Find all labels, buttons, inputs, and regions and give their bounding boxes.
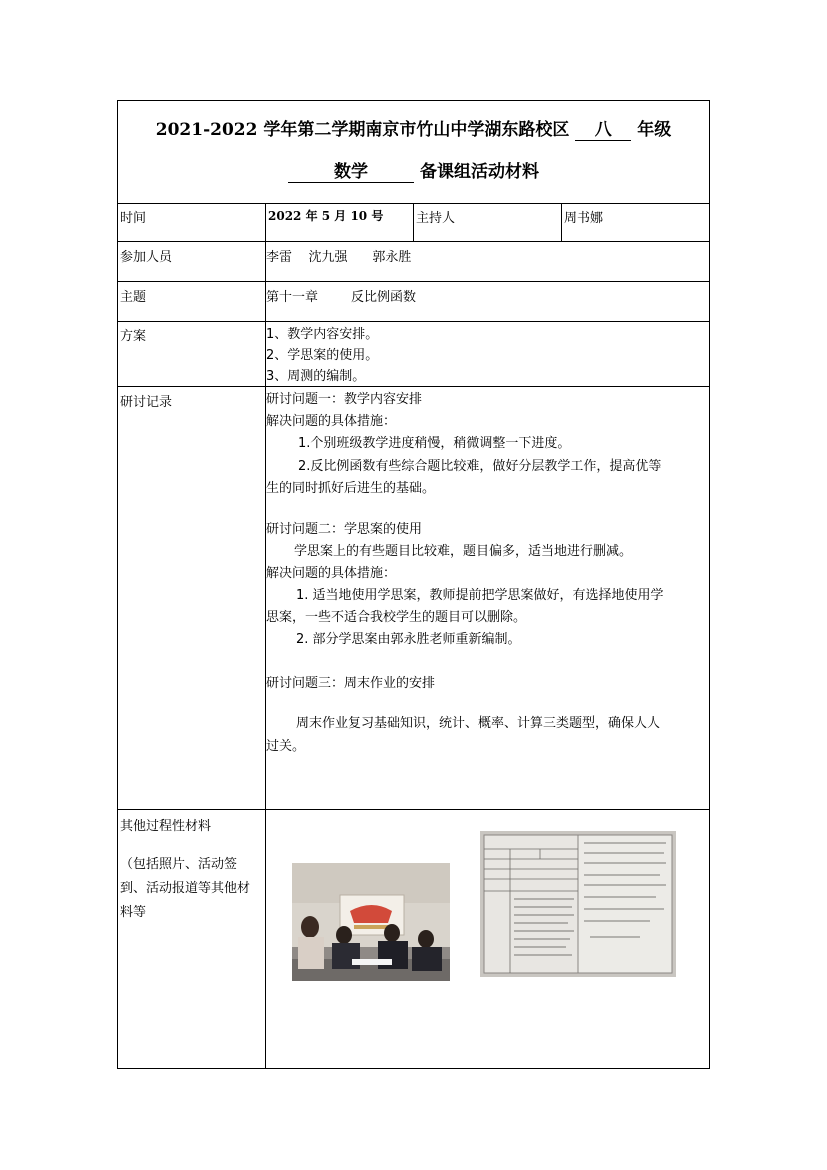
- plan-item: 2、学思案的使用。: [266, 348, 379, 363]
- column-divider: [561, 203, 562, 241]
- plan-item: 1、教学内容安排。: [266, 327, 379, 342]
- record-line: 2. 部分学思案由郭永胜老师重新编制。: [296, 632, 521, 647]
- host-label: 主持人: [416, 211, 456, 226]
- other-materials-note: 料等: [120, 905, 147, 920]
- row-divider: [118, 321, 709, 322]
- host-value: 周书娜: [564, 211, 604, 226]
- row-divider: [118, 386, 709, 387]
- notes-photo-image: [480, 831, 676, 977]
- column-divider: [413, 203, 414, 241]
- record-label: 研讨记录: [120, 395, 173, 410]
- record-line: 1.个别班级教学进度稍慢，稍微调整一下进度。: [298, 436, 571, 451]
- record-line: 研讨问题一：教学内容安排: [266, 392, 423, 407]
- record-line: 解决问题的具体措施：: [266, 566, 397, 581]
- record-line: 周末作业复习基础知识，统计、概率、计算三类题型，确保人人: [296, 716, 661, 731]
- plan-label: 方案: [120, 329, 147, 344]
- record-line: 思案，一些不适合我校学生的题目可以删除。: [266, 610, 527, 625]
- other-materials-note: 到、活动报道等其他材: [120, 881, 251, 896]
- notes-photo: [480, 831, 676, 977]
- topic-label: 主题: [120, 290, 147, 305]
- record-line: 研讨问题二：学思案的使用: [266, 522, 423, 537]
- document-title-line2: [118, 157, 709, 183]
- row-divider: [118, 809, 709, 810]
- meeting-photo: [292, 863, 450, 981]
- other-materials-label: 其他过程性材料: [120, 819, 212, 834]
- meeting-photo-image: [292, 863, 450, 981]
- activity-record-table: [117, 100, 710, 1069]
- other-materials-note: （包括照片、活动签: [120, 857, 238, 872]
- topic-value: 第十一章 反比例函数: [266, 290, 417, 305]
- members-label: 参加人员: [120, 250, 173, 265]
- members-value: 李雷 沈九强 郭永胜: [266, 250, 412, 265]
- record-line: 过关。: [266, 739, 306, 754]
- title-grade-suffix: 年级: [637, 120, 672, 140]
- document-title-line1: [118, 115, 709, 141]
- title-grade: 八: [575, 115, 631, 141]
- plan-item: 3、周测的编制。: [266, 369, 366, 384]
- time-label: 时间: [120, 211, 147, 226]
- record-line: 2.反比例函数有些综合题比较难，做好分层教学工作，提高优等: [298, 459, 662, 474]
- title-subject: 数学: [288, 157, 414, 183]
- record-line: 1. 适当地使用学思案，教师提前把学思案做好，有选择地使用学: [296, 588, 664, 603]
- record-line: 解决问题的具体措施：: [266, 414, 397, 429]
- title-suffix: 备课组活动材料: [419, 162, 539, 182]
- record-line: 研讨问题三：周末作业的安排: [266, 676, 436, 691]
- record-line: 生的同时抓好后进生的基础。: [266, 481, 436, 496]
- title-school: 2021-2022 学年第二学期南京市竹山中学湖东路校区: [155, 120, 570, 140]
- row-divider: [118, 241, 709, 242]
- record-line: 学思案上的有些题目比较难，题目偏多，适当地进行删减。: [294, 544, 633, 559]
- time-value: 2022 年 5 月 10 号: [268, 209, 384, 223]
- row-divider: [118, 281, 709, 282]
